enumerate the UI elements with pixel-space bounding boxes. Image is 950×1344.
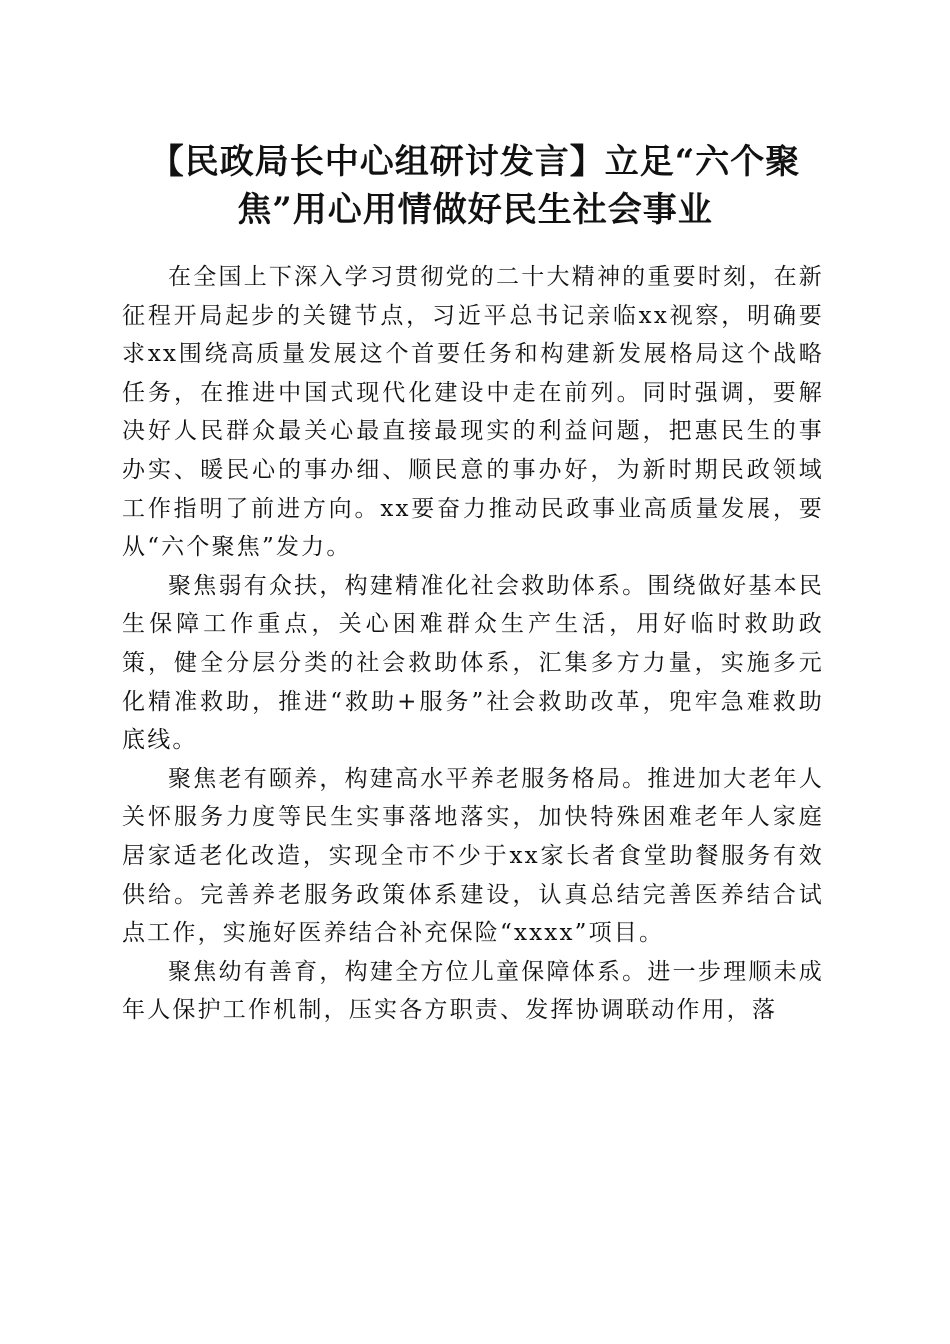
paragraph-elderly-care: 聚焦老有颐养，构建高水平养老服务格局。推进加大老年人关怀服务力度等民生实事落地落实，加快特殊困难老年人家庭居家适老化改造，实现全市不少于xx家长者食堂助餐服务有效供给。完善养老服务政策体系建设，认真总结完善医养结合试点工作，实施好医养结合补充保险“xxxx”项目。 [122, 765, 824, 947]
document-title: 【民政局长中心组研讨发言】立足“六个聚焦”用心用情做好民生社会事业 [149, 142, 801, 230]
paragraph-child-protection: 聚焦幼有善育，构建全方位儿童保障体系。进一步理顺未成年人保护工作机制，压实各方职责、发挥协调联动作用，落 [122, 958, 824, 1024]
paragraph-social-assistance: 聚焦弱有众扶，构建精准化社会救助体系。围绕做好基本民生保障工作重点，关心困难群众生产生活，用好临时救助政策，健全分层分类的社会救助体系，汇集多方力量，实施多元化精准救助，推进“救助+服务”社会救助改革，兜牢急难救助底线。 [122, 572, 824, 754]
paragraph-intro: 在全国上下深入学习贯彻党的二十大精神的重要时刻，在新征程开局起步的关键节点，习近平总书记亲临xx视察，明确要求xx围绕高质量发展这个首要任务和构建新发展格局这个战略任务，在推进中国式现代化建设中走在前列。同时强调，要解决好人民群众最关心最直接最现实的利益问题，把惠民生的事办实、暖民心的事办细、顺民意的事办好，为新时期民政领域工作指明了前进方向。xx要奋力推动民政事业高质量发展，要从“六个聚焦”发力。 [122, 264, 824, 561]
document-body [122, 258, 824, 1030]
